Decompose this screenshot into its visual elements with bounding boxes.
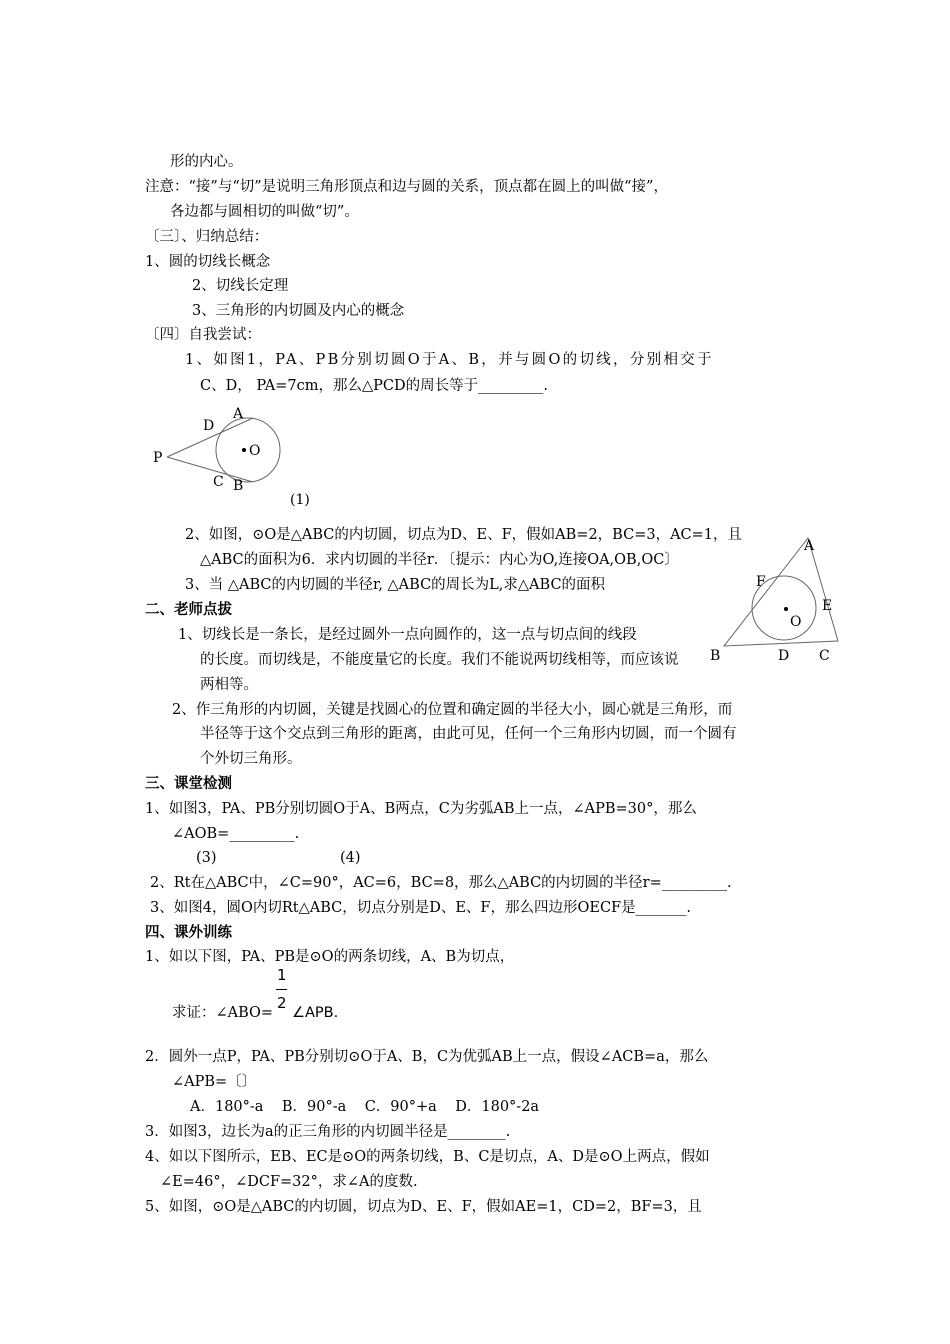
- figure-1-caption: (1): [290, 492, 310, 508]
- text-line: 5、如图，⊙O是△ABC的内切圆，切点为D、E、F，假如AE=1，CD=2，BF=3，且: [145, 1199, 702, 1215]
- text-line: 2、切线长定理: [192, 278, 289, 294]
- label-e: E: [822, 598, 833, 614]
- fraction-numerator: 1: [277, 966, 287, 984]
- text-line: 1、圆的切线长概念: [145, 254, 271, 270]
- label-c: C: [819, 648, 830, 664]
- figure-3-caption: (3): [196, 850, 217, 866]
- text-line: 4、如以下图所示，EB、EC是⊙O的两条切线，B、C是切点，A、D是⊙O上两点，假如: [145, 1149, 710, 1165]
- center-dot: [784, 607, 788, 611]
- label-b: B: [233, 478, 244, 494]
- label-a: A: [804, 538, 815, 554]
- text-line: 两相等。: [200, 677, 258, 693]
- text-line: ∠APB=〔〕: [172, 1074, 257, 1090]
- text-line: 2、作三角形的内切圆，关键是找圆心的位置和确定圆的半径大小，圆心就是三角形，而: [172, 702, 733, 718]
- text-line: 1、如图3，PA、PB分别切圆O于A、B两点，C为劣弧AB上一点，∠APB=30°，那么: [145, 801, 697, 817]
- text-line: 2、如图，⊙O是△ABC的内切圆，切点为D、E、F，假如AB=2，BC=3，AC=1，且: [185, 527, 743, 543]
- fraction-denominator: 2: [277, 994, 287, 1012]
- label-a: A: [233, 406, 244, 422]
- text-line: 求证：∠ABO=: [172, 1005, 274, 1021]
- text-line: 各边都与圆相切的叫做“切”。: [170, 204, 359, 220]
- figure-1: [145, 400, 315, 515]
- text-line: ∠APB.: [292, 1005, 339, 1021]
- label-d: D: [778, 648, 790, 664]
- section-heading: 三、课堂检测: [145, 776, 232, 792]
- figure-2: [700, 528, 850, 668]
- answer-options: A．180°-a B．90°-a C．90°+a D．180°-2a: [190, 1099, 540, 1115]
- text-line: 个外切三角形。: [200, 751, 302, 767]
- label-d: D: [203, 418, 215, 434]
- text-line: C、D， PA=7cm，那么△PCD的周长等于_________.: [200, 378, 548, 394]
- text-line: 的长度。而切线是，不能度量它的长度。我们不能说两切线相等，而应该说: [200, 652, 679, 668]
- section-heading: 二、老师点拔: [145, 602, 232, 618]
- figure-1-circle: [216, 418, 280, 482]
- text-line: 3、三角形的内切圆及内心的概念: [192, 303, 405, 319]
- label-f: F: [756, 574, 766, 590]
- label-b: B: [710, 648, 721, 664]
- figure-4-caption: (4): [340, 850, 361, 866]
- text-line: 〔三〕、归纳总结：: [145, 229, 269, 245]
- text-line: △ABC的面积为6．求内切圆的半径r．〔提示：内心为O,连接OA,OB,OC〕: [200, 552, 679, 568]
- text-line: 3、当 △ABC的内切圆的半径r, △ABC的周长为L,求△ABC的面积: [185, 577, 606, 593]
- label-c: C: [213, 474, 224, 490]
- center-dot: [242, 448, 246, 452]
- text-line: 形的内心。: [170, 154, 243, 170]
- text-line: 1、切线长是一条长，是经过圆外一点向圆作的，这一点与切点间的线段: [178, 627, 637, 643]
- text-line: ∠AOB=_________.: [172, 826, 300, 842]
- text-line: 1、如图1，PA、PB分别切圆O于A、B，并与圆O的切线，分别相交于: [185, 352, 714, 368]
- text-line: 注意：“接”与“切”是说明三角形顶点和边与圆的关系，顶点都在圆上的叫做“接”，: [145, 179, 668, 195]
- label-o: O: [790, 614, 802, 630]
- text-line: 3．如图3，边长为a的正三角形的内切圆半径是________.: [145, 1124, 511, 1140]
- text-line: 半径等于这个交点到三角形的距离，由此可见，任何一个三角形内切圆，而一个圆有: [200, 726, 737, 742]
- text-line: 3、如图4，圆O内切Rt△ABC，切点分别是D、E、F，那么四边形OECF是_______.: [150, 900, 691, 916]
- text-line: 2．圆外一点P，PA、PB分别切⊙O于A、B，C为优弧AB上一点，假设∠ACB=a，那么: [145, 1049, 709, 1065]
- section-heading: 四、课外训练: [145, 925, 232, 941]
- text-line: 2、Rt在△ABC中，∠C=90°，AC=6，BC=8，那么△ABC的内切圆的半径r=_________.: [150, 875, 732, 891]
- text-line: 〔四〕自我尝试：: [145, 327, 261, 343]
- label-p: P: [153, 450, 163, 466]
- label-o: O: [249, 443, 261, 459]
- triangle-abc: [724, 538, 838, 646]
- text-line: 1、如以下图，PA、PB是⊙O的两条切线，A、B为切点，: [145, 949, 515, 965]
- text-line: ∠E=46°，∠DCF=32°，求∠A的度数.: [160, 1174, 418, 1190]
- fraction-bar: [276, 989, 287, 990]
